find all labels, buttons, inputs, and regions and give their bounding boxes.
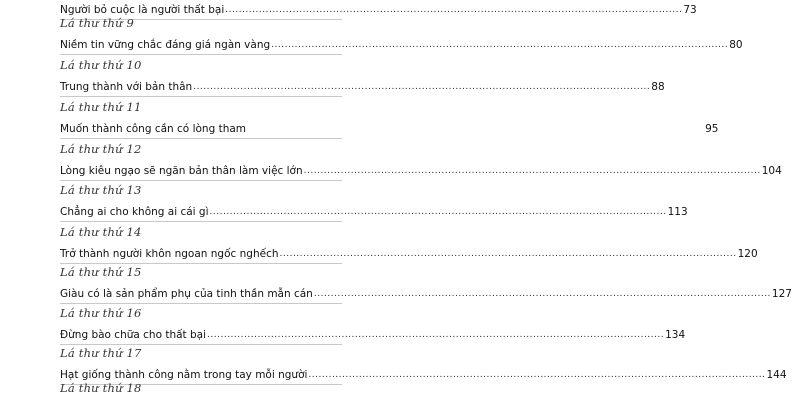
page-number: 80: [729, 39, 743, 51]
letter-heading: Lá thư thứ 17: [60, 346, 142, 360]
dot-leader: ........................................................................................................................................: [313, 289, 771, 299]
dot-leader: ........................................................................................................................................: [308, 370, 766, 380]
chapter-title: Trung thành với bản thân: [60, 81, 193, 93]
divider: [60, 263, 342, 264]
page-number: 144: [766, 369, 787, 381]
page-number: 73: [683, 4, 697, 16]
letter-heading: Lá thư thứ 16: [60, 306, 142, 320]
dot-leader: [247, 123, 704, 135]
page-number: 127: [771, 288, 792, 300]
divider: [60, 303, 342, 304]
dot-leader: ........................................................................................................................................: [279, 249, 737, 259]
toc-line: [60, 202, 688, 218]
dot-leader: ........................................................................................................................................: [207, 330, 665, 340]
chapter-title: Niềm tin vững chắc đáng giá ngàn vàng: [60, 39, 271, 51]
chapter-title: Trở thành người khôn ngoan ngốc nghếch: [60, 248, 279, 260]
toc-line: [60, 161, 782, 177]
chapter-title: Lòng kiêu ngạo sẽ ngăn bản thân làm việc lớn: [60, 165, 303, 177]
divider: [60, 344, 342, 345]
dot-leader: ........................................................................................................................................: [193, 82, 651, 92]
letter-heading: Lá thư thứ 18: [60, 381, 142, 395]
page-number: 95: [705, 123, 719, 135]
chapter-title: Người bỏ cuộc là người thất bại: [60, 4, 225, 16]
letter-heading: Lá thư thứ 15: [60, 265, 142, 279]
dot-leader: ........................................................................................................................................: [271, 40, 729, 50]
letter-heading: Lá thư thứ 9: [60, 16, 135, 30]
page-number: 120: [737, 248, 758, 260]
dot-leader: ........................................................................................................................................: [225, 5, 683, 15]
page-number: 134: [665, 329, 686, 341]
page-number: 88: [651, 81, 665, 93]
toc-line: [60, 284, 792, 300]
letter-heading: Lá thư thứ 11: [60, 100, 142, 114]
divider: [60, 96, 342, 97]
letter-heading: Lá thư thứ 14: [60, 225, 142, 239]
toc-line: [60, 77, 665, 93]
chapter-title: Đừng bào chữa cho thất bại: [60, 329, 207, 341]
dot-leader: ........................................................................................................................................: [303, 166, 761, 176]
chapter-title: Muốn thành công cần có lòng tham: [60, 123, 247, 135]
letter-heading: Lá thư thứ 13: [60, 183, 142, 197]
chapter-title: Giàu có là sản phẩm phụ của tinh thần mẫn cán: [60, 288, 313, 300]
chapter-title: Hạt giống thành công nằm trong tay mỗi người: [60, 369, 308, 381]
page-number: 104: [761, 165, 782, 177]
divider: [60, 221, 342, 222]
toc-line: [60, 35, 743, 51]
divider: [60, 138, 342, 139]
toc-line: [60, 119, 719, 135]
toc-line: [60, 244, 758, 260]
toc-line: [60, 325, 686, 341]
divider: [60, 54, 342, 55]
letter-heading: Lá thư thứ 10: [60, 58, 142, 72]
toc-line: [60, 0, 697, 16]
page-number: 113: [667, 206, 688, 218]
divider: [60, 180, 342, 181]
toc-line: [60, 365, 787, 381]
letter-heading: Lá thư thứ 12: [60, 142, 142, 156]
chapter-title: Chẳng ai cho không ai cái gì: [60, 206, 209, 218]
dot-leader: ........................................................................................................................................: [209, 207, 667, 217]
